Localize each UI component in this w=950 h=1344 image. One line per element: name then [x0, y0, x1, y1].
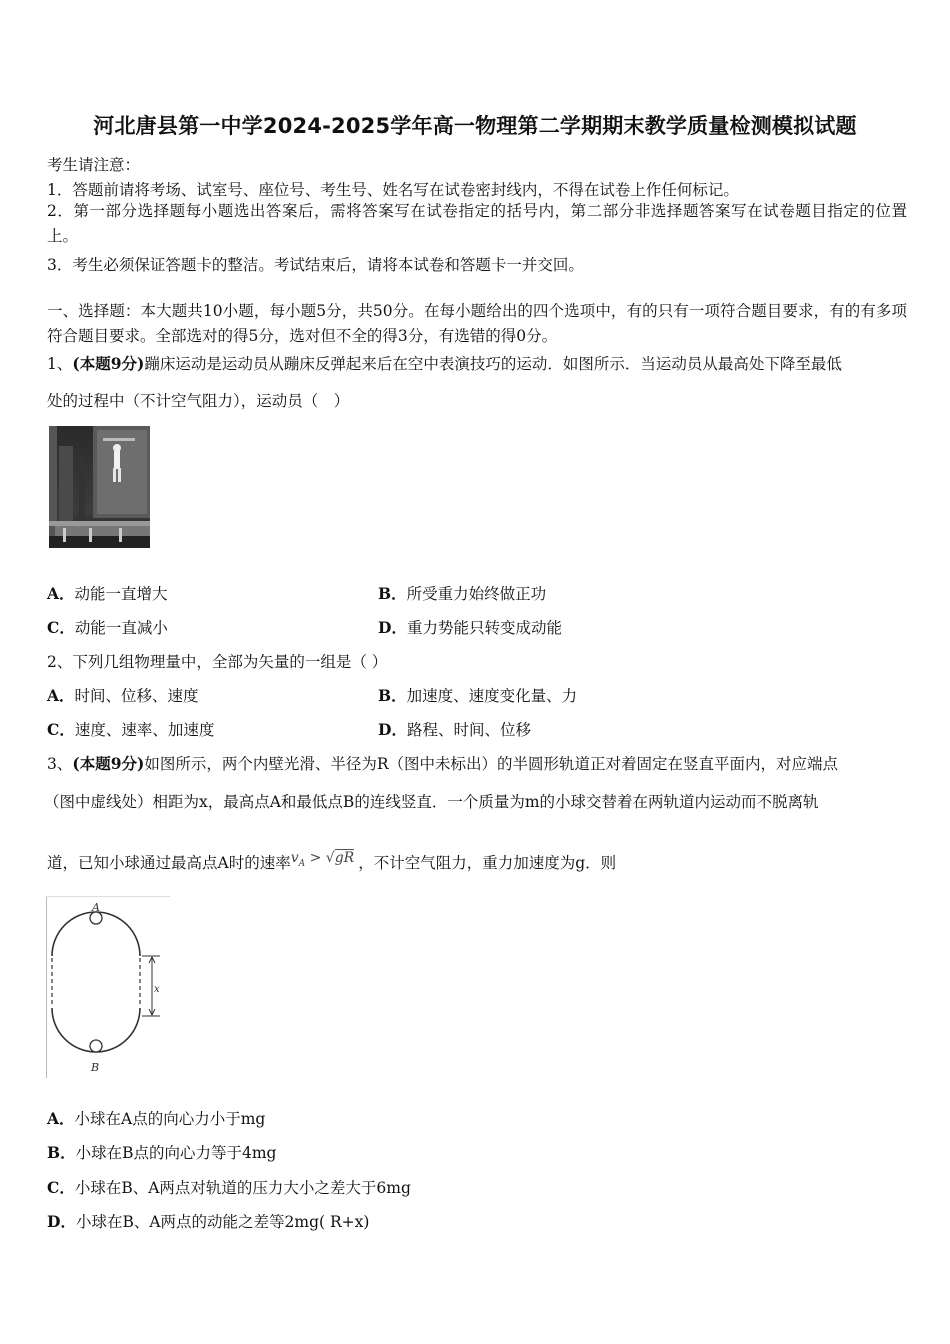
notice-header: 考生请注意：	[47, 156, 141, 174]
q1-option-d-text: 重力势能只转变成动能	[406, 619, 562, 637]
q1-option-d[interactable]	[378, 616, 562, 638]
page-title: 河北唐县第一中学2024-2025学年高一物理第二学期期末教学质量检测模拟试题	[93, 114, 857, 138]
q1-option-c[interactable]	[47, 616, 168, 638]
q2-option-a-text: 时间、位移、速度	[74, 687, 199, 705]
q2-option-b[interactable]	[378, 684, 577, 706]
trampoline-photo	[49, 426, 150, 552]
q3-stem-line1	[47, 752, 838, 774]
notice-item-3: 3．考生必须保证答题卡的整洁。考试结束后，请将本试卷和答题卡一并交回。	[47, 256, 584, 274]
q3-stem-c1: 道，已知小球通过最高点A时的速率	[47, 854, 291, 872]
q2-option-a-key: A．	[47, 686, 75, 705]
q2-option-d[interactable]	[378, 718, 531, 740]
q1-option-c-key: C．	[47, 618, 75, 637]
q2-option-d-key: D．	[378, 720, 407, 739]
q2-option-b-key: B．	[378, 686, 407, 705]
formula-gt: >	[309, 850, 322, 866]
q3-tag: (本题9分)	[72, 754, 145, 773]
label-x: x	[154, 984, 160, 995]
q3-option-a-text: 小球在A点的向心力小于mg	[74, 1110, 266, 1128]
q2-option-c-text: 速度、速率、加速度	[74, 721, 215, 739]
q3-option-a-key: A．	[47, 1109, 75, 1128]
label-a: A	[92, 901, 100, 914]
q3-option-c-key: C．	[47, 1178, 75, 1197]
q3-stem-a: 如图所示，两个内壁光滑、半径为R（图中未标出）的半圆形轨道正对着固定在竖直平面内，对应端点	[144, 755, 839, 773]
q3-option-b-key: B．	[47, 1143, 76, 1162]
track-diagram-graphic	[46, 896, 170, 1080]
q2-option-c[interactable]	[47, 718, 214, 740]
q3-stem-line3	[47, 851, 616, 875]
q2-option-c-key: C．	[47, 720, 75, 739]
formula-root: gR	[334, 850, 355, 866]
q1-option-a-text: 动能一直增大	[74, 585, 168, 603]
q3-number: 3、	[47, 755, 73, 773]
notice-item-2: 2．第一部分选择题每小题选出答案后，需将答案写在试卷指定的括号内，第二部分非选择题答案写在试卷题目指定的位置上。	[47, 202, 907, 245]
q3-option-c[interactable]	[47, 1176, 411, 1198]
q1-tag: (本题9分)	[72, 354, 145, 373]
q3-option-d-text: 小球在B、A两点的动能之差等2mg( R+x)	[75, 1213, 370, 1231]
q1-option-b[interactable]	[378, 582, 546, 604]
q3-option-b[interactable]	[47, 1141, 276, 1163]
q2-option-a[interactable]	[47, 684, 199, 706]
q3-option-d-key: D．	[47, 1212, 76, 1231]
track-diagram	[46, 896, 170, 1084]
section-intro: 一、选择题：本大题共10小题，每小题5分，共50分。在每小题给出的四个选项中，有的只有一项符合题目要求，有的有多项符合题目要求。全部选对的得5分，选对但不全的得3分，有选错的得0分。	[47, 302, 907, 345]
q3-option-b-text: 小球在B点的向心力等于4mg	[75, 1144, 277, 1162]
q1-stem-line1	[47, 352, 842, 374]
formula-sub: A	[298, 858, 306, 869]
q2-option-b-text: 加速度、速度变化量、力	[406, 687, 578, 705]
velocity-formula	[290, 850, 355, 869]
label-b: B	[91, 1061, 100, 1074]
q1-option-b-key: B．	[378, 584, 407, 603]
q3-option-d[interactable]	[47, 1210, 369, 1232]
sqrt-symbol: √	[325, 850, 335, 866]
q1-number: 1、	[47, 355, 73, 373]
q3-stem-line2: （图中虚线处）相距为x，最高点A和最低点B的连线竖直．一个质量为m的小球交替着在两轨道内运动而不脱离轨	[44, 793, 819, 811]
q3-option-c-text: 小球在B、A两点对轨道的压力大小之差大于6mg	[74, 1179, 411, 1197]
notice-item-1: 1．答题前请将考场、试室号、座位号、考生号、姓名写在试卷密封线内，不得在试卷上作任何标记。	[47, 181, 739, 199]
q1-stem-a: 蹦床运动是运动员从蹦床反弹起来后在空中表演技巧的运动．如图所示．当运动员从最高处下降至最低	[144, 355, 842, 373]
trampoline-photo-graphic	[49, 426, 150, 548]
q2-stem: 2、下列几组物理量中，全部为矢量的一组是（ ）	[47, 653, 388, 671]
q1-option-d-key: D．	[378, 618, 407, 637]
q1-option-b-text: 所受重力始终做正功	[406, 585, 547, 603]
q1-option-a-key: A．	[47, 584, 75, 603]
q1-stem-line2: 处的过程中（不计空气阻力），运动员（ ）	[47, 392, 350, 410]
formula-v: v	[290, 850, 299, 866]
q1-option-a[interactable]	[47, 582, 168, 604]
q3-option-a[interactable]	[47, 1107, 265, 1129]
q3-stem-c2: ，不计空气阻力，重力加速度为g．则	[358, 854, 617, 872]
q2-option-d-text: 路程、时间、位移	[406, 721, 531, 739]
q1-option-c-text: 动能一直减小	[74, 619, 168, 637]
